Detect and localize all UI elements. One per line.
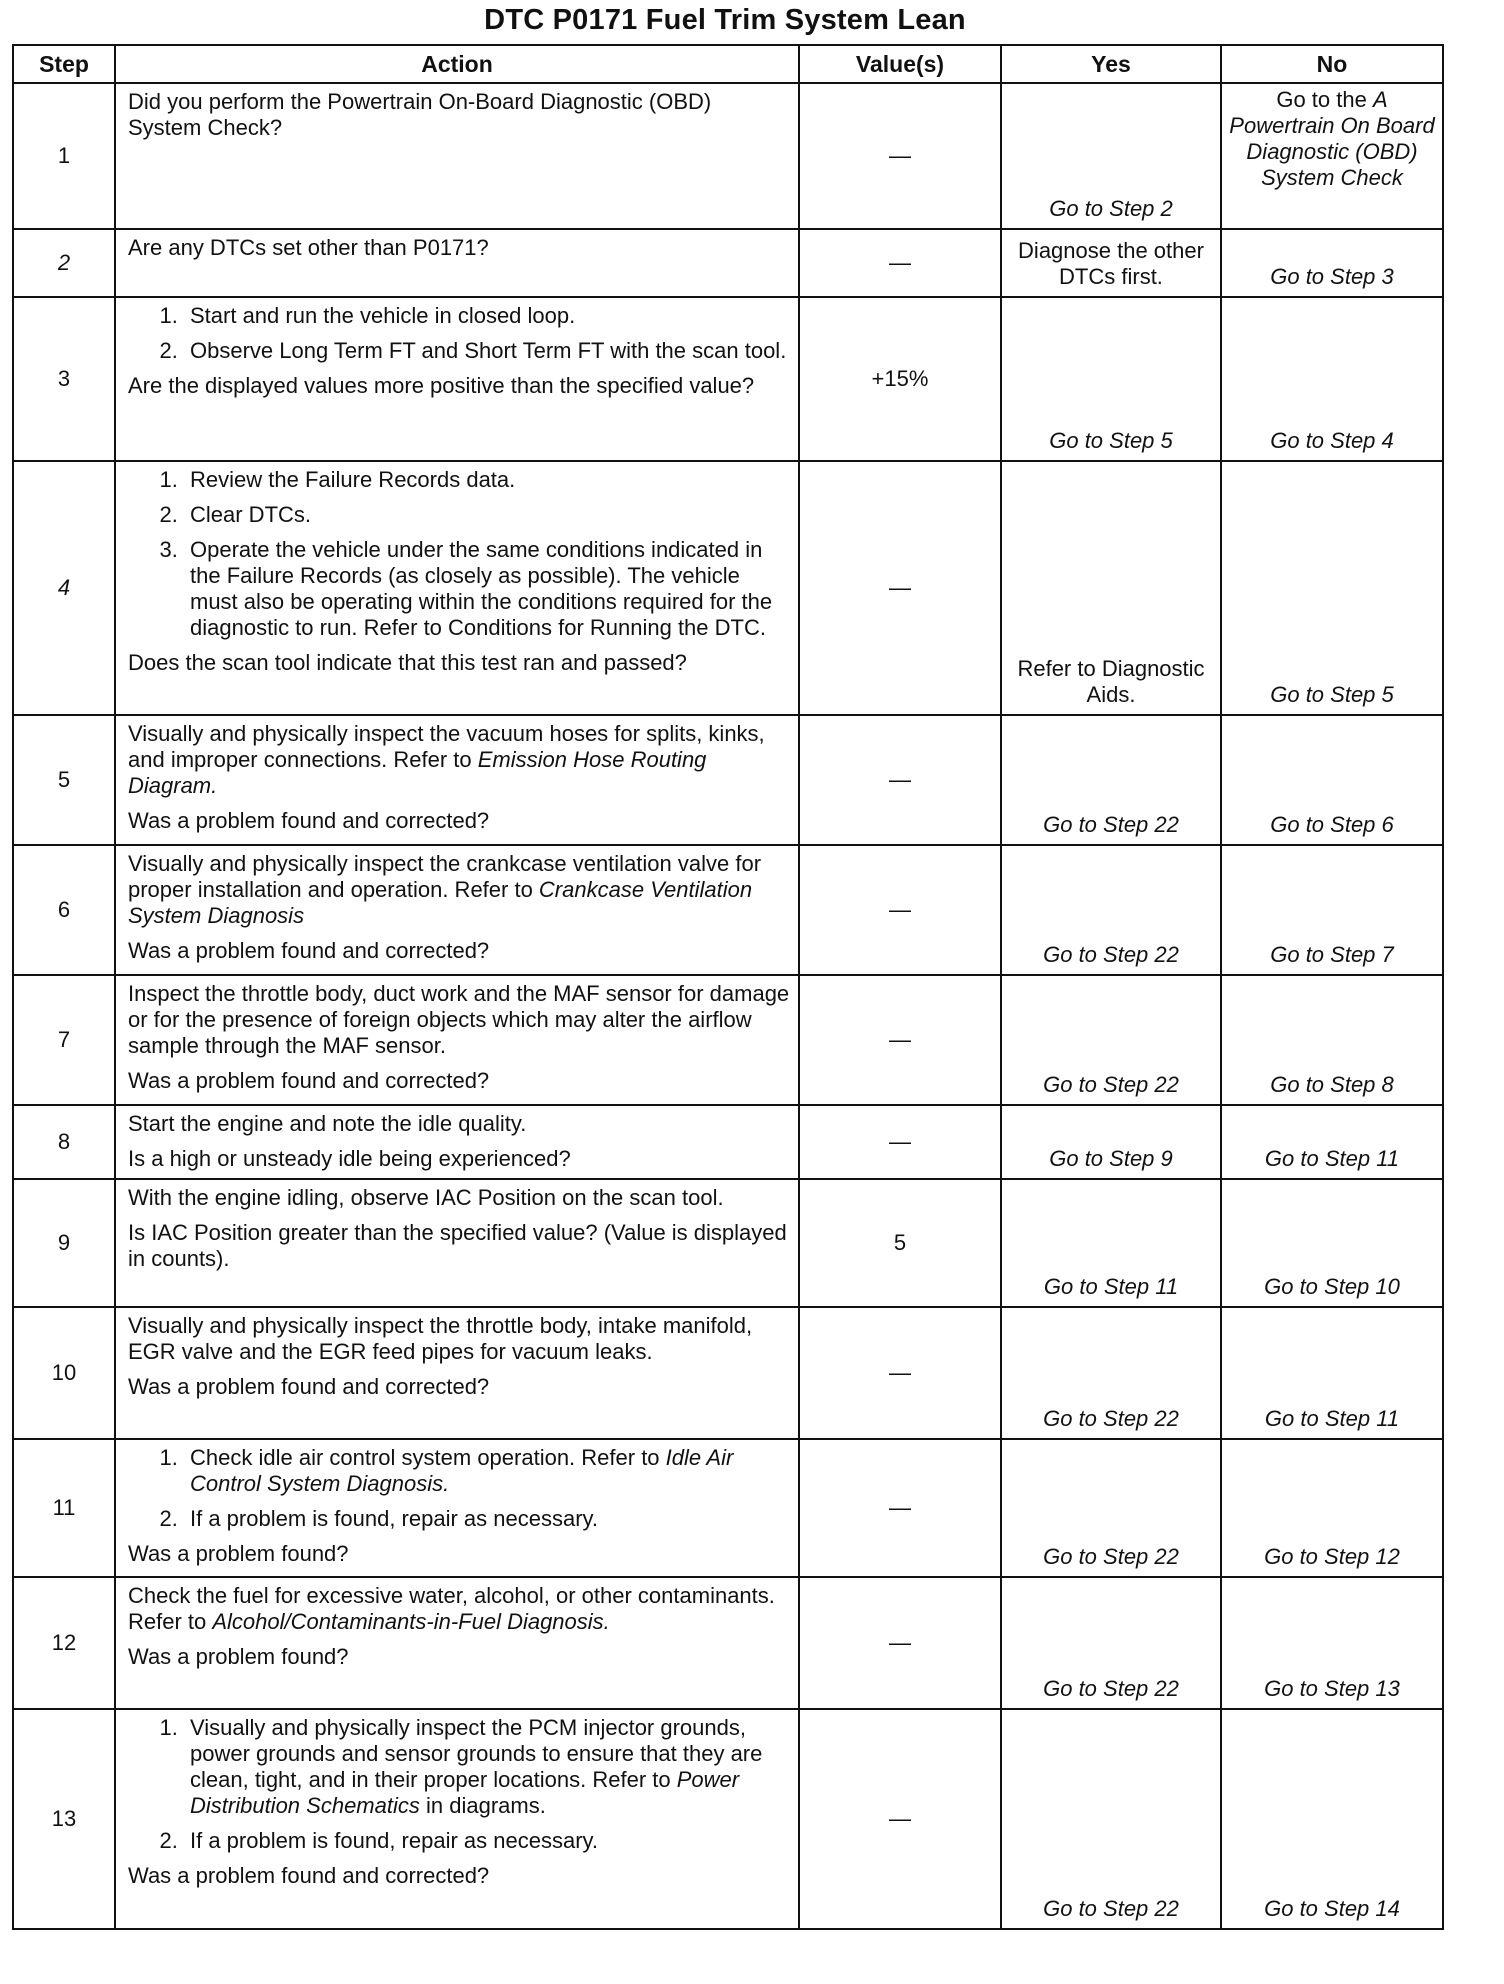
action-question: Is a high or unsteady idle being experienced? <box>128 1146 571 1171</box>
action-step <box>184 1715 790 1819</box>
no-link[interactable]: Go to Step 10 <box>1264 1274 1400 1299</box>
action-reference-link[interactable]: Idle Air Control System Diagnosis. <box>190 1445 734 1496</box>
action-cell <box>115 975 799 1105</box>
no-cell <box>1221 83 1443 229</box>
diagnostic-table <box>12 44 1444 1930</box>
action-question: Was a problem found and corrected? <box>128 1068 490 1093</box>
action-question: Was a problem found? <box>128 1644 349 1669</box>
yes-link[interactable]: Go to Step 22 <box>1043 1896 1179 1921</box>
action-text-body: Check the fuel for excessive water, alcohol, or other contaminants. Refer to <box>128 1583 775 1634</box>
step-number: 10 <box>13 1307 115 1439</box>
no-link[interactable]: Go to Step 11 <box>1264 1146 1400 1171</box>
table-row <box>13 1709 1443 1929</box>
yes-link[interactable]: Go to Step 2 <box>1049 196 1173 221</box>
value-cell: — <box>799 975 1001 1105</box>
no-link[interactable]: Go to Step 11 <box>1264 1406 1400 1431</box>
action-cell <box>115 461 799 715</box>
no-link[interactable]: Go to Step 13 <box>1264 1676 1400 1701</box>
value-cell: — <box>799 715 1001 845</box>
action-text <box>128 721 790 799</box>
action-reference-link[interactable]: Power Distribution Schematics <box>190 1767 740 1818</box>
table-row <box>13 845 1443 975</box>
action-step-tail: in diagrams. <box>419 1793 546 1818</box>
no-cell <box>1221 1307 1443 1439</box>
no-link[interactable]: Go to Step 4 <box>1270 428 1394 453</box>
action-question: Was a problem found and corrected? <box>128 808 490 833</box>
no-cell <box>1221 715 1443 845</box>
action-cell <box>115 83 799 229</box>
step-number: 1 <box>13 83 115 229</box>
action-question: Is IAC Position greater than the specified value? (Value is displayed in counts). <box>128 1220 787 1271</box>
action-steps <box>128 1715 790 1854</box>
table-row <box>13 297 1443 461</box>
value-cell: — <box>799 229 1001 297</box>
yes-link[interactable]: Go to Step 5 <box>1049 428 1173 453</box>
action-step: 2. If a problem is found, repair as necessary. <box>184 1506 790 1532</box>
action-question: Are the displayed values more positive than the specified value? <box>128 373 755 398</box>
action-text: Start the engine and note the idle quality. <box>128 1111 527 1136</box>
header-value: Value(s) <box>799 45 1001 83</box>
page-title: DTC P0171 Fuel Trim System Lean <box>484 4 966 36</box>
action-step: 1. Start and run the vehicle in closed loop. <box>184 303 790 329</box>
value-cell: — <box>799 1307 1001 1439</box>
step-number: 5 <box>13 715 115 845</box>
yes-cell <box>1001 715 1221 845</box>
step-number: 13 <box>13 1709 115 1929</box>
table-row <box>13 1307 1443 1439</box>
action-text: Inspect the throttle body, duct work and the MAF sensor for damage or for the presence of foreign objects which may alter the airflow sample through the MAF sensor. <box>128 981 790 1058</box>
yes-cell <box>1001 229 1221 297</box>
action-steps <box>128 1445 790 1532</box>
action-cell <box>115 229 799 297</box>
yes-cell <box>1001 297 1221 461</box>
action-cell <box>115 715 799 845</box>
action-text: Are any DTCs set other than P0171? <box>128 235 489 260</box>
action-question: Was a problem found and corrected? <box>128 938 490 963</box>
action-step: 3. Operate the vehicle under the same conditions indicated in the Failure Records (as closely as possible). The vehicle must also be operating within the conditions required for the diagnostic to run. Refer to Conditions for Running the DTC. <box>184 537 790 641</box>
yes-text: Diagnose the other DTCs first. <box>1018 238 1204 289</box>
action-text <box>128 1583 790 1635</box>
yes-link[interactable]: Go to Step 11 <box>1043 1274 1179 1299</box>
action-cell <box>115 1179 799 1307</box>
header-action: Action <box>115 45 799 83</box>
action-step-text: Visually and physically inspect the PCM injector grounds, power grounds and sensor grounds to ensure that they are clean, tight, and in their proper locations. Refer to <box>190 1715 763 1792</box>
action-steps <box>128 303 790 364</box>
value-cell: — <box>799 1105 1001 1179</box>
yes-link[interactable]: Go to Step 22 <box>1043 942 1179 967</box>
action-text-body: Visually and physically inspect the crankcase ventilation valve for proper installation and operation. Refer to <box>128 851 762 902</box>
table-row <box>13 1179 1443 1307</box>
step-number: 12 <box>13 1577 115 1709</box>
no-cell <box>1221 1577 1443 1709</box>
yes-text: Refer to Diagnostic Aids. <box>1017 656 1205 707</box>
table-row <box>13 1105 1443 1179</box>
step-number: 2 <box>13 229 115 297</box>
value-cell: 5 <box>799 1179 1001 1307</box>
value-cell: +15% <box>799 297 1001 461</box>
table-row <box>13 975 1443 1105</box>
yes-cell <box>1001 83 1221 229</box>
table-row <box>13 715 1443 845</box>
no-link[interactable]: A Powertrain On Board Diagnostic (OBD) System Check <box>1229 87 1435 190</box>
no-cell <box>1221 1709 1443 1929</box>
no-cell <box>1221 1105 1443 1179</box>
no-link[interactable]: Go to Step 6 <box>1270 812 1394 837</box>
yes-cell <box>1001 1307 1221 1439</box>
step-number: 6 <box>13 845 115 975</box>
yes-link[interactable]: Go to Step 22 <box>1043 1406 1179 1431</box>
no-cell <box>1221 229 1443 297</box>
no-link[interactable]: Go to Step 12 <box>1264 1544 1400 1569</box>
action-text: Visually and physically inspect the throttle body, intake manifold, EGR valve and the EGR feed pipes for vacuum leaks. <box>128 1313 753 1364</box>
table-row <box>13 229 1443 297</box>
no-cell <box>1221 461 1443 715</box>
action-step: 2. Clear DTCs. <box>184 502 790 528</box>
action-text: With the engine idling, observe IAC Position on the scan tool. <box>128 1185 724 1210</box>
action-question: Was a problem found and corrected? <box>128 1374 490 1399</box>
action-question: Was a problem found and corrected? <box>128 1863 490 1888</box>
no-link[interactable]: Go to Step 5 <box>1270 682 1394 707</box>
action-reference-link[interactable]: Emission Hose Routing Diagram. <box>128 747 707 798</box>
no-link[interactable]: Go to Step 14 <box>1264 1896 1400 1921</box>
value-cell: — <box>799 1709 1001 1929</box>
value-cell: — <box>799 1577 1001 1709</box>
header-yes: Yes <box>1001 45 1221 83</box>
yes-cell <box>1001 975 1221 1105</box>
yes-cell <box>1001 1179 1221 1307</box>
action-cell <box>115 1307 799 1439</box>
no-link[interactable]: Go to Step 3 <box>1270 264 1394 289</box>
action-step: 1. Review the Failure Records data. <box>184 467 790 493</box>
no-cell <box>1221 297 1443 461</box>
no-cell <box>1221 975 1443 1105</box>
step-number: 11 <box>13 1439 115 1577</box>
yes-cell <box>1001 1577 1221 1709</box>
header-no: No <box>1221 45 1443 83</box>
action-text <box>128 851 790 929</box>
step-number: 3 <box>13 297 115 461</box>
action-step-text: Check idle air control system operation. Refer to <box>190 1445 666 1470</box>
action-reference-link[interactable]: Alcohol/Contaminants-in-Fuel Diagnosis. <box>212 1609 610 1634</box>
action-cell <box>115 1577 799 1709</box>
yes-cell <box>1001 461 1221 715</box>
action-step <box>184 1445 790 1497</box>
yes-link[interactable]: Go to Step 22 <box>1043 1072 1179 1097</box>
action-text: Did you perform the Powertrain On-Board Diagnostic (OBD) System Check? <box>128 89 712 140</box>
yes-cell <box>1001 1439 1221 1577</box>
action-steps <box>128 467 790 641</box>
no-cell <box>1221 1179 1443 1307</box>
step-number: 8 <box>13 1105 115 1179</box>
action-cell <box>115 845 799 975</box>
step-number: 7 <box>13 975 115 1105</box>
yes-cell <box>1001 1709 1221 1929</box>
action-text-body: Visually and physically inspect the vacuum hoses for splits, kinks, and improper connections. Refer to <box>128 721 765 772</box>
action-cell <box>115 297 799 461</box>
action-step: 2. If a problem is found, repair as necessary. <box>184 1828 790 1854</box>
no-link-prefix: Go to the <box>1276 87 1373 112</box>
no-cell <box>1221 1439 1443 1577</box>
no-cell <box>1221 845 1443 975</box>
table-row <box>13 1439 1443 1577</box>
action-question: Does the scan tool indicate that this test ran and passed? <box>128 650 687 675</box>
yes-link[interactable]: Go to Step 22 <box>1043 1676 1179 1701</box>
action-cell <box>115 1105 799 1179</box>
header-step: Step <box>13 45 115 83</box>
action-cell <box>115 1439 799 1577</box>
action-question: Was a problem found? <box>128 1541 349 1566</box>
table-row <box>13 83 1443 229</box>
action-step: 2. Observe Long Term FT and Short Term FT with the scan tool. <box>184 338 790 364</box>
table-row <box>13 461 1443 715</box>
step-number: 4 <box>13 461 115 715</box>
action-cell <box>115 1709 799 1929</box>
action-reference-link[interactable]: Crankcase Ventilation System Diagnosis <box>128 877 753 928</box>
no-link[interactable]: Go to Step 8 <box>1270 1072 1394 1097</box>
yes-cell <box>1001 1105 1221 1179</box>
value-cell: — <box>799 83 1001 229</box>
yes-link[interactable]: Go to Step 9 <box>1049 1146 1173 1171</box>
table-row <box>13 1577 1443 1709</box>
yes-link[interactable]: Go to Step 22 <box>1043 1544 1179 1569</box>
yes-link[interactable]: Go to Step 22 <box>1043 812 1179 837</box>
step-number: 9 <box>13 1179 115 1307</box>
value-cell: — <box>799 1439 1001 1577</box>
yes-cell <box>1001 845 1221 975</box>
value-cell: — <box>799 461 1001 715</box>
no-link[interactable]: Go to Step 7 <box>1270 942 1394 967</box>
value-cell: — <box>799 845 1001 975</box>
table-header-row <box>13 45 1443 83</box>
